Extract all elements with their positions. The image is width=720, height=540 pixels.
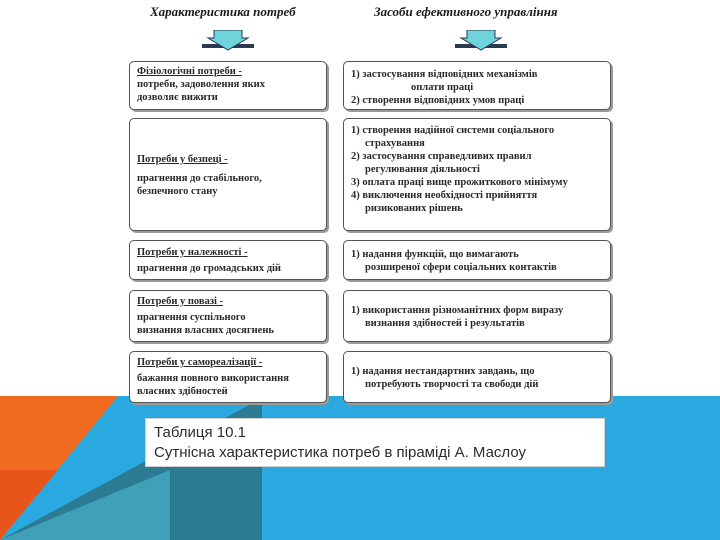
means-box-esteem [343,290,611,342]
down-arrow-icon [202,30,254,52]
need-description: потреби, задоволення яких [137,79,265,90]
need-description: дозволяє вижити [137,92,218,103]
need-title: Потреби у безпеці - [137,154,228,165]
header-needs: Характеристика потреб [150,4,296,19]
need-title: Потреби у належності - [137,247,248,258]
means-item: ризикованих рішень [365,203,463,214]
means-item: 4) виключення необхідності прийняття [351,190,538,201]
need-box-belonging [129,240,327,280]
means-item: 2) застосування справедливих правил [351,151,532,162]
need-description: прагнення до стабільного, [137,173,262,184]
need-description: прагнення суспільного [137,312,246,323]
means-item: 1) надання нестандартних завдань, що [351,366,535,377]
means-item: розширеної сфери соціальних контактів [365,262,557,273]
means-box-safety [343,118,611,231]
means-item: 1) створення надійної системи соціального [351,125,555,136]
means-item: страхування [365,138,425,149]
means-box-self-actualization [343,351,611,403]
caption-table-title: Сутнісна характеристика потреб в піраміді А. Маслоу [154,444,527,461]
means-item: 1) використання різноманітних форм виразу [351,305,564,316]
means-item: 1) застосування відповідних механізмів [351,69,538,80]
need-box-physiological [129,61,327,110]
need-title: Фізіологічні потреби - [137,66,242,77]
means-item: 3) оплата праці вище прожиткового мінімуму [351,177,568,188]
means-item: 2) створення відповідних умов праці [351,95,525,106]
need-description: бажання повного використання [137,373,289,384]
means-box-physiological [343,61,611,110]
background-orange-triangle-dark [0,470,58,540]
means-item: визнання здібностей і результатів [365,318,525,329]
need-box-self-actualization [129,351,327,403]
table-caption [145,418,605,467]
down-arrow-icon [455,30,507,52]
need-description: безпечного стану [137,186,218,197]
means-item: регулювання діяльності [365,164,480,175]
caption-table-number: Таблиця 10.1 [154,424,246,441]
need-box-esteem [129,290,327,342]
means-item: 1) надання функцій, що вимагають [351,249,519,260]
header-management-means: Засоби ефективного управління [374,4,558,19]
need-title: Потреби у повазі - [137,296,224,307]
means-item: потребують творчості та свободи дій [365,379,539,390]
need-description: прагнення до громадських дій [137,263,281,274]
means-item: оплати праці [411,82,474,93]
need-box-safety [129,118,327,231]
means-box-belonging [343,240,611,280]
need-description: визнання власних досягнень [137,325,274,336]
need-title: Потреби у самореалізації - [137,357,263,368]
need-description: власних здібностей [137,386,228,397]
